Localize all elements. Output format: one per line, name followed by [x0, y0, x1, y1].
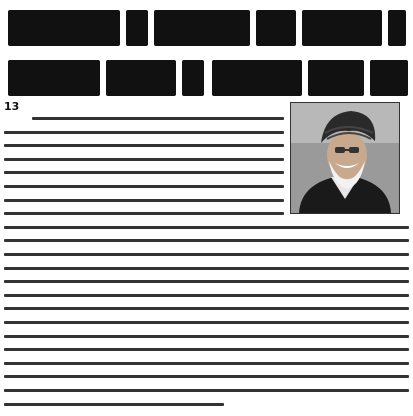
body-text-line — [4, 362, 409, 365]
body-text-line — [4, 131, 284, 134]
body-text-line — [4, 158, 284, 161]
body-text-line — [32, 117, 284, 120]
body-text-line — [4, 375, 409, 378]
headline-line-2 — [0, 56, 413, 100]
headline-word — [212, 60, 302, 96]
body-text-line — [4, 212, 284, 215]
headline-line-1 — [0, 6, 413, 50]
body-text-line — [4, 239, 409, 242]
body-text-line — [4, 280, 409, 283]
body-text-line — [4, 199, 284, 202]
body-text-line — [4, 267, 409, 270]
body-text-line — [4, 307, 409, 310]
headline-word — [182, 60, 204, 96]
headline-word — [388, 10, 406, 46]
headline-word — [126, 10, 148, 46]
headline-word — [302, 10, 382, 46]
body-text-line — [4, 348, 409, 351]
portrait-photo — [290, 102, 400, 214]
body-text-line — [4, 321, 409, 324]
headline-word — [256, 10, 296, 46]
headline-word — [370, 60, 408, 96]
body-text-line — [4, 144, 284, 147]
headline-word — [8, 60, 100, 96]
body-text-line — [4, 171, 284, 174]
headline-word — [154, 10, 250, 46]
dateline-day: 13 — [4, 100, 20, 113]
body-text-line — [4, 253, 409, 256]
headline-word — [8, 10, 120, 46]
body-text-line — [4, 335, 409, 338]
headline-word — [308, 60, 364, 96]
body-text-line — [4, 403, 224, 406]
body-text-line — [4, 226, 409, 229]
portrait-image — [291, 103, 399, 213]
body-text-line — [4, 294, 409, 297]
body-text-line — [4, 185, 284, 188]
body-text-line — [4, 389, 409, 392]
headline-word — [106, 60, 176, 96]
